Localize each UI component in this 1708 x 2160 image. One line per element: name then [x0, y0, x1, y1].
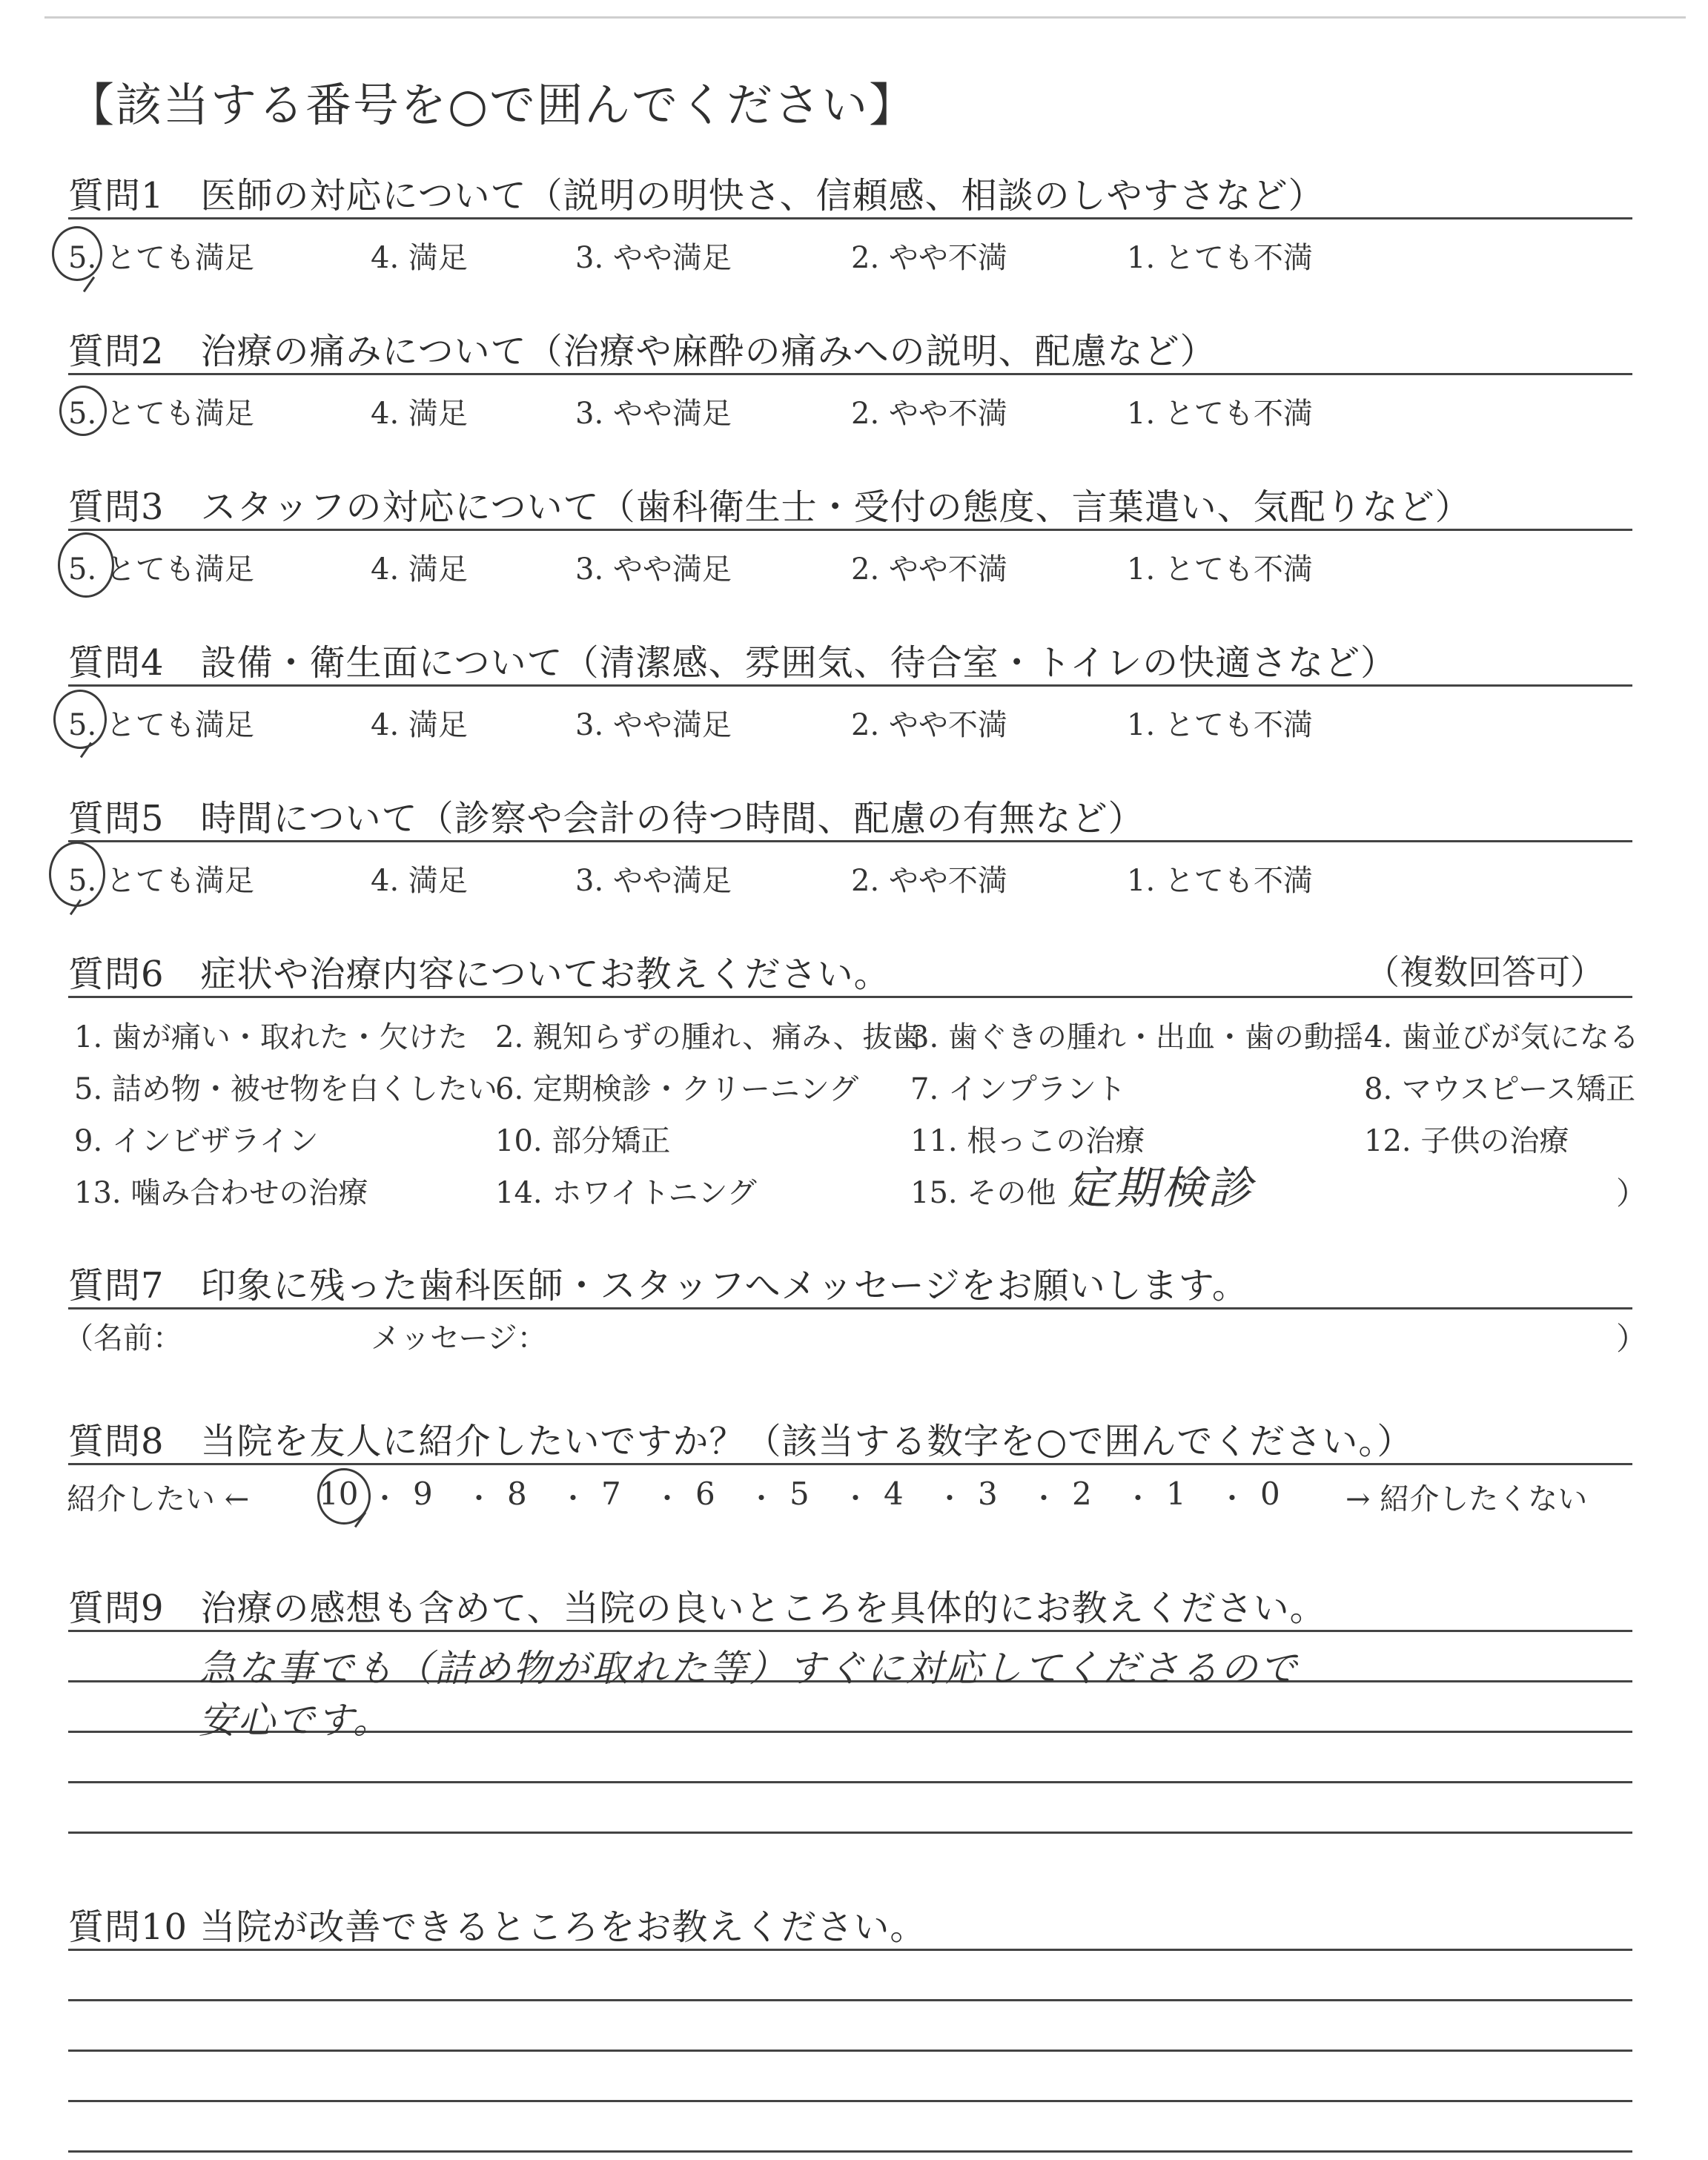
- q8-scale-value-1[interactable]: 1: [1166, 1476, 1186, 1512]
- q3-selection-circle: [58, 532, 114, 598]
- q8-scale-separator: ・: [1124, 1482, 1153, 1515]
- q1-title: 質問1 医師の対応について（説明の明快さ、信頼感、相談のしやすさなど）: [68, 175, 1325, 217]
- q7-title: 質問7 印象に残った歯科医師・スタッフへメッセージをお願いします。: [68, 1265, 1248, 1307]
- q4-option-2[interactable]: 2. やや不満: [851, 708, 1007, 742]
- q3-rule: [68, 529, 1632, 531]
- q10-rule-2: [68, 1999, 1632, 2001]
- q3-option-3[interactable]: 3. やや満足: [575, 552, 732, 587]
- q8-scale-value-3[interactable]: 3: [978, 1476, 998, 1512]
- q7-rule: [68, 1307, 1632, 1309]
- q6-item-4[interactable]: 4. 歯並びが気になる: [1364, 1020, 1639, 1054]
- q8-rule: [68, 1463, 1632, 1465]
- q9-rule-5: [68, 1832, 1632, 1834]
- q1-option-4[interactable]: 4. 満足: [371, 241, 468, 275]
- q2-rule: [68, 373, 1632, 375]
- q8-scale-separator: ・: [841, 1482, 870, 1515]
- q4-option-3[interactable]: 3. やや満足: [575, 708, 732, 742]
- q8-scale-separator: ・: [653, 1482, 682, 1515]
- q6-item-1[interactable]: 1. 歯が痛い・取れた・欠けた: [74, 1020, 468, 1054]
- q1-rule: [68, 217, 1632, 219]
- top-border: [44, 16, 1686, 19]
- q10-rule-3: [68, 2050, 1632, 2052]
- q6-item-15-other[interactable]: 15. その他（: [910, 1176, 1086, 1210]
- q4-selection-circle: [53, 690, 107, 749]
- q8-title: 質問8 当院を友人に紹介したいですか？（該当する数字を○で囲んでください。）: [68, 1421, 1414, 1462]
- q9-rule-4: [68, 1781, 1632, 1783]
- q2-selection-circle: [59, 386, 107, 436]
- q5-option-2[interactable]: 2. やや不満: [851, 864, 1007, 898]
- q6-multiple-answer-note: （複数回答可）: [1366, 952, 1604, 992]
- q2-option-2[interactable]: 2. やや不満: [851, 397, 1007, 431]
- q8-scale-separator: ・: [1218, 1482, 1247, 1515]
- q2-title: 質問2 治療の痛みについて（治療や麻酔の痛みへの説明、配慮など）: [68, 331, 1217, 372]
- q3-option-2[interactable]: 2. やや不満: [851, 552, 1007, 587]
- q6-other-close-paren: ）: [1616, 1175, 1648, 1212]
- q5-option-4[interactable]: 4. 満足: [371, 864, 468, 898]
- q6-item-12[interactable]: 12. 子供の治療: [1364, 1124, 1569, 1158]
- q10-title: 質問10 当院が改善できるところをお教えください。: [68, 1906, 927, 1948]
- page-title: 【該当する番号を○で囲んでください】: [68, 78, 917, 132]
- q8-scale-value-2[interactable]: 2: [1072, 1476, 1092, 1512]
- q6-item-9[interactable]: 9. インビザライン: [74, 1124, 319, 1158]
- q8-scale-value-6[interactable]: 6: [695, 1476, 715, 1512]
- q4-option-1[interactable]: 1. とても不満: [1127, 708, 1313, 742]
- q8-scale-value-0[interactable]: 0: [1260, 1476, 1280, 1512]
- q4-option-4[interactable]: 4. 満足: [371, 708, 468, 742]
- q8-scale-separator: ・: [371, 1482, 400, 1515]
- q6-item-2[interactable]: 2. 親知らずの腫れ、痛み、抜歯: [495, 1020, 922, 1054]
- q8-scale-value-7[interactable]: 7: [601, 1476, 621, 1512]
- q8-scale-value-4[interactable]: 4: [884, 1476, 904, 1512]
- q8-scale-separator: ・: [465, 1482, 494, 1515]
- q5-selection-circle: [49, 842, 105, 907]
- q8-scale-separator: ・: [936, 1482, 964, 1515]
- q8-scale-value-5[interactable]: 5: [790, 1476, 810, 1512]
- q8-scale-separator: ・: [559, 1482, 588, 1515]
- q6-rule: [68, 996, 1632, 998]
- q2-option-5[interactable]: 5. とても満足: [68, 397, 254, 431]
- q7-close-paren: ）: [1616, 1321, 1648, 1357]
- q2-option-1[interactable]: 1. とても不満: [1127, 397, 1313, 431]
- q7-name-label: （名前：: [64, 1321, 182, 1355]
- q1-option-3[interactable]: 3. やや満足: [575, 241, 732, 275]
- q6-title: 質問6 症状や治療内容についてお教えください。: [68, 954, 890, 995]
- q5-title: 質問5 時間について（診察や会計の待つ時間、配慮の有無など）: [68, 798, 1145, 839]
- q6-item-10[interactable]: 10. 部分矯正: [495, 1124, 671, 1158]
- q6-item-7[interactable]: 7. インプラント: [910, 1072, 1126, 1106]
- q6-item-14[interactable]: 14. ホワイトニング: [495, 1176, 757, 1210]
- q1-option-5[interactable]: 5. とても満足: [68, 241, 254, 275]
- q3-option-5[interactable]: 5. とても満足: [68, 552, 254, 587]
- q8-scale-separator: ・: [1030, 1482, 1059, 1515]
- q8-scale-separator: ・: [747, 1482, 776, 1515]
- q2-option-3[interactable]: 3. やや満足: [575, 397, 732, 431]
- q7-message-label: メッセージ：: [371, 1321, 547, 1355]
- q9-answer-line-2[interactable]: 安心です。: [199, 1699, 392, 1742]
- q5-option-1[interactable]: 1. とても不満: [1127, 864, 1313, 898]
- q10-rule-5: [68, 2150, 1632, 2153]
- q3-option-1[interactable]: 1. とても不満: [1127, 552, 1313, 587]
- q5-option-3[interactable]: 3. やや満足: [575, 864, 732, 898]
- q10-rule-1: [68, 1949, 1632, 1951]
- q8-right-label: → 紹介したくない: [1345, 1482, 1588, 1516]
- q5-rule: [68, 840, 1632, 842]
- q1-selection-circle: [52, 226, 102, 281]
- q10-rule-4: [68, 2100, 1632, 2102]
- q1-option-1[interactable]: 1. とても不満: [1127, 241, 1313, 275]
- q6-item-11[interactable]: 11. 根っこの治療: [910, 1124, 1145, 1158]
- q9-title: 質問9 治療の感想も含めて、当院の良いところを具体的にお教えください。: [68, 1588, 1326, 1629]
- q1-option-2[interactable]: 2. やや不満: [851, 241, 1007, 275]
- q8-left-label: 紹介したい ←: [67, 1482, 250, 1516]
- q3-option-4[interactable]: 4. 満足: [371, 552, 468, 587]
- q8-scale-value-10[interactable]: 10: [319, 1476, 359, 1512]
- q4-option-5[interactable]: 5. とても満足: [68, 708, 254, 742]
- q4-rule: [68, 684, 1632, 687]
- q6-item-5[interactable]: 5. 詰め物・被せ物を白くしたい: [74, 1072, 497, 1106]
- q9-rule-1: [68, 1630, 1632, 1632]
- q6-item-3[interactable]: 3. 歯ぐきの腫れ・出血・歯の動揺: [910, 1020, 1363, 1054]
- q9-answer-line-1[interactable]: 急な事でも（詰め物が取れた等）すぐに対応してくださるので: [199, 1647, 1299, 1690]
- q6-other-handwritten-answer[interactable]: 定期検診: [1068, 1163, 1254, 1215]
- q4-title: 質問4 設備・衛生面について（清潔感、雰囲気、待合室・トイレの快適さなど）: [68, 642, 1397, 684]
- q2-option-4[interactable]: 4. 満足: [371, 397, 468, 431]
- q3-title: 質問3 スタッフの対応について（歯科衛生士・受付の態度、言葉遣い、気配りなど）: [68, 486, 1472, 528]
- q6-item-13[interactable]: 13. 噛み合わせの治療: [74, 1176, 368, 1210]
- q8-scale-value-8[interactable]: 8: [507, 1476, 527, 1512]
- q5-option-5[interactable]: 5. とても満足: [68, 864, 254, 898]
- q8-scale-value-9[interactable]: 9: [413, 1476, 433, 1512]
- q6-item-8[interactable]: 8. マウスピース矯正: [1364, 1072, 1636, 1106]
- q6-item-6[interactable]: 6. 定期検診・クリーニング: [495, 1072, 859, 1106]
